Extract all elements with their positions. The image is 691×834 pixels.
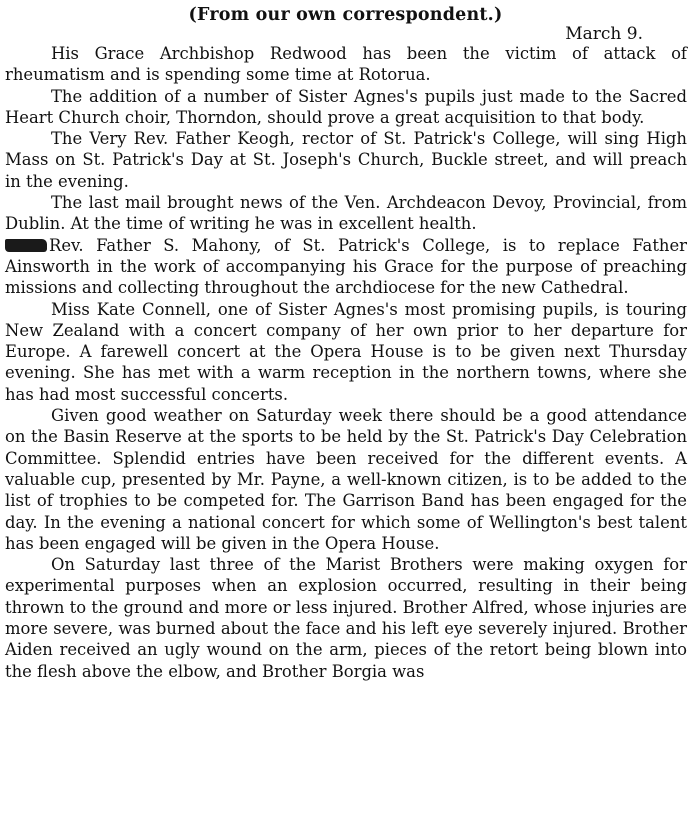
paragraph-archbishop: His Grace Archbishop Redwood has been the victim of attack of rheumatism and is spending some time at Rotorua. — [5, 44, 687, 85]
article-body — [5, 43, 687, 682]
paragraph-sports: Given good weather on Saturday week there should be a good attendance on the Basin Reserve at the sports to be held by the St. Patrick's Day Celebration Committee. Splendid entries have been received for the different events. A valuable cup, presented by Mr. Payne, a well-known citizen, is to be added to the list of trophies to be competed for. The Garrison Band has been engaged for the day. In the evening a national concert for which some of Wellington's best talent has been engaged will be given in the Opera House. — [5, 406, 687, 553]
correspondent-heading: (From our own correspondent.) — [188, 5, 503, 25]
paragraph-father-mahony — [5, 235, 687, 299]
paragraph-archdeacon: The last mail brought news of the Ven. Archdeacon Devoy, Provincial, from Dublin. At the time of writing he was in excellent health. — [5, 193, 687, 234]
ink-blot-mark — [5, 239, 47, 252]
paragraph-choir: The addition of a number of Sister Agnes's pupils just made to the Sacred Heart Church choir, Thorndon, should prove a great acquisition to that body. — [5, 86, 687, 127]
paragraph-father-mahony-text: Rev. Father S. Mahony, of St. Patrick's College, is to replace Father Ainsworth in the work of accompanying his Grace for the purpose of preaching missions and collecting throughout the archdiocese for the new Cathedral. — [5, 235, 687, 298]
paragraph-high-mass: The Very Rev. Father Keogh, rector of St. Patrick's College, will sing High Mass on St. Patrick's Day at St. Joseph's Church, Buckle street, and will preach in the evening. — [5, 129, 687, 191]
paragraph-kate-connell: Miss Kate Connell, one of Sister Agnes's most promising pupils, is touring New Zealand with a concert company of her own prior to her departure for Europe. A farewell concert at the Opera House is to be given next Thursday evening. She has met with a warm reception in the northern towns, where she has had most successful concerts. — [5, 299, 687, 404]
paragraph-explosion: On Saturday last three of the Marist Brothers were making oxygen for experimental purposes when an explosion occurred, resulting in their being thrown to the ground and more or less injured. Brother Alfred, whose injuries are more severe, was burned about the face and his left eye severely injured. Brother Aiden received an ugly wound on the arm, pieces of the retort being blown into the flesh above the elbow, and Brother Borgia was — [5, 555, 687, 681]
dateline: March 9. — [565, 24, 643, 44]
